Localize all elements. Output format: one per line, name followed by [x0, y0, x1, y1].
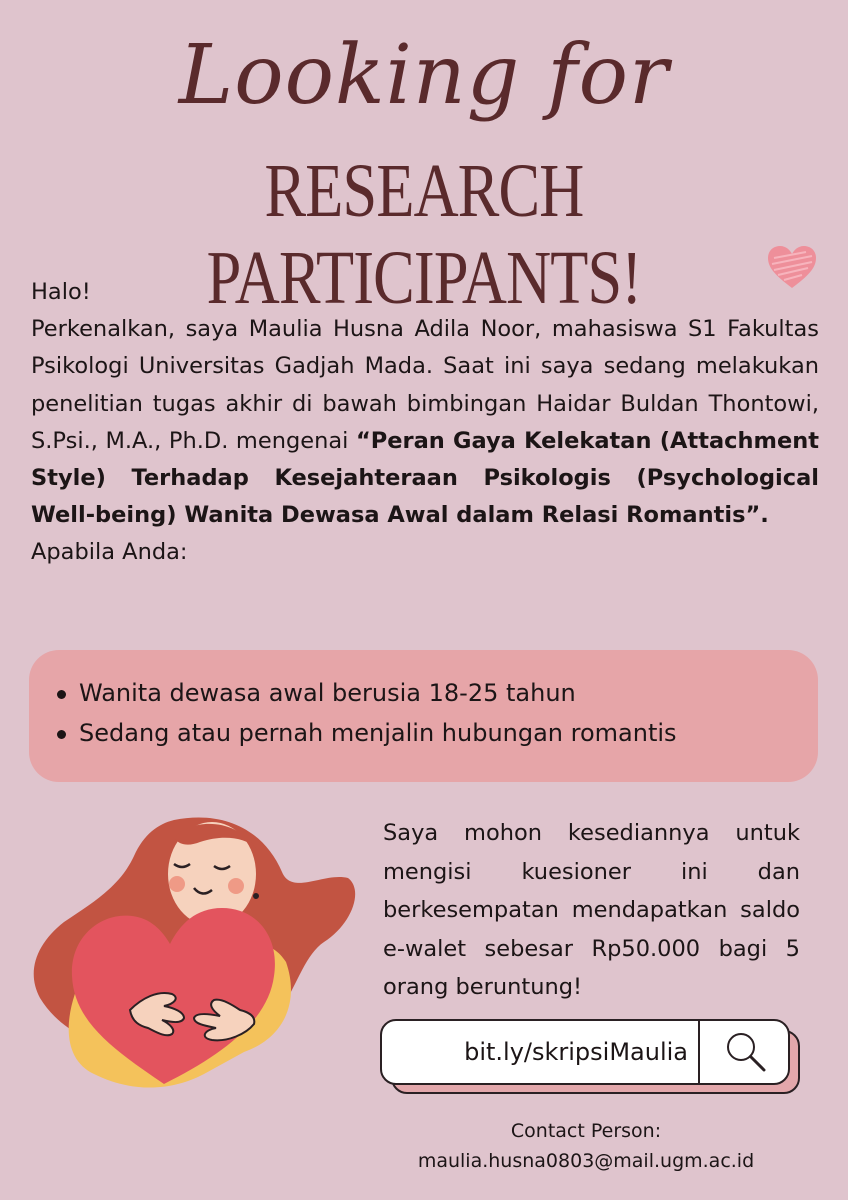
page-title: RESEARCH PARTICIPANTS!: [206, 149, 642, 320]
search-icon: [724, 1030, 768, 1074]
criteria-item: [79, 713, 818, 753]
contact-section: [386, 1116, 786, 1176]
intro-closing: Apabila Anda:: [31, 539, 188, 566]
greeting: Halo!: [31, 279, 91, 305]
criteria-item: [79, 673, 818, 713]
intro-text: [31, 274, 819, 572]
criteria-item-text: Wanita dewasa awal berusia 18-25 tahun: [79, 679, 576, 707]
title-script: Looking for: [178, 28, 670, 123]
contact-email[interactable]: maulia.husna0803@mail.ugm.ac.id: [417, 1150, 755, 1172]
bullet-icon: [57, 730, 66, 739]
invitation-text: Saya mohon kesediannya untuk mengisi kuesioner ini dan berkesempatan mendapatkan saldo e-walet sebesar Rp50.000 bagi 5 orang beruntung!: [383, 820, 800, 1000]
contact-label: Contact Person:: [510, 1120, 662, 1142]
link-bar[interactable]: [380, 1019, 790, 1085]
bullet-icon: [57, 690, 66, 699]
questionnaire-link[interactable]: bit.ly/skripsiMaulia: [464, 1038, 688, 1066]
criteria-list: [79, 673, 818, 753]
criteria-item-text: Sedang atau pernah menjalin hubungan romantis: [79, 719, 677, 747]
woman-hugging-heart-illustration: [24, 812, 364, 1102]
criteria-box: [29, 650, 818, 782]
research-title: “Peran Gaya Kelekatan (Attachment Style) Terhadap Kesejahteraan Psikologis (Psychological Well-being) Wanita Dewasa Awal dalam Relasi Romantis”.: [31, 427, 819, 529]
search-button[interactable]: [700, 1021, 788, 1083]
intro-body-text: Perkenalkan, saya Maulia Husna Adila Noor, mahasiswa S1 Fakultas Psikologi Universitas Gadjah Mada. Saat ini saya sedang melakukan penelitian tugas akhir di bawah bimbingan Haidar Buldan Thontowi, S.Psi., M.A., Ph.D. mengenai: [31, 316, 819, 454]
intro-body: [31, 311, 819, 534]
